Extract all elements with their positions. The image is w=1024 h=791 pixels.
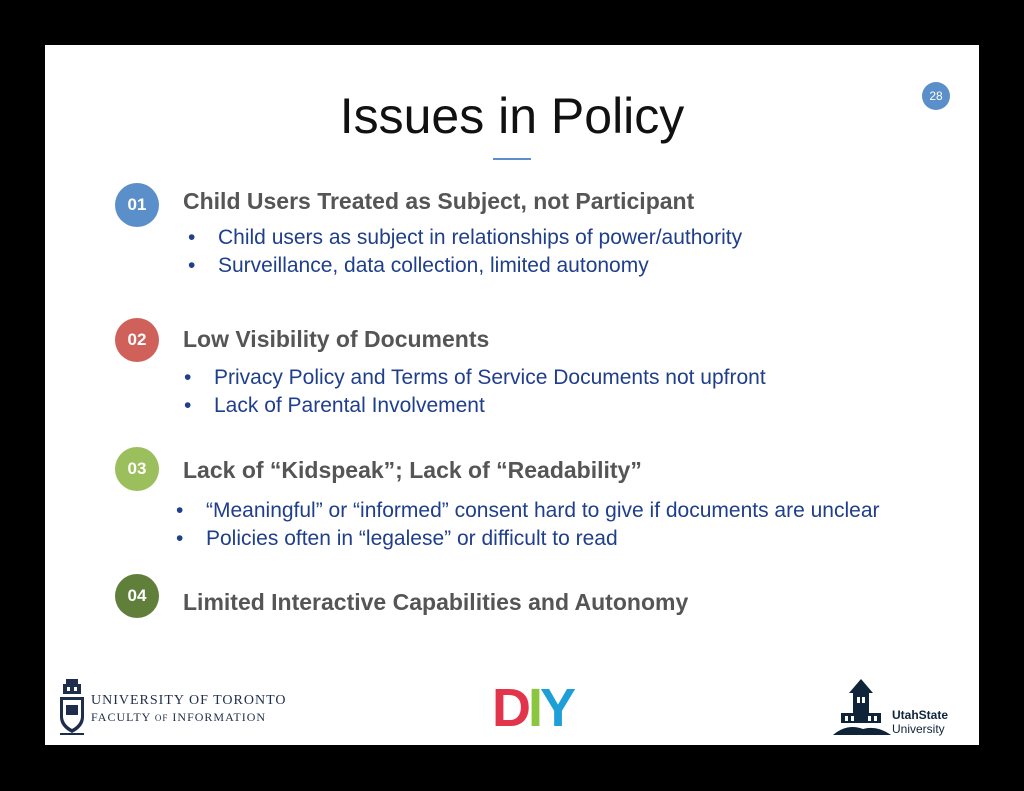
university-of-toronto-logo [55, 677, 295, 737]
section-heading: Lack of “Kidspeak”; Lack of “Readability” [183, 457, 642, 483]
page-number-badge: 28 [922, 82, 950, 110]
section-heading: Low Visibility of Documents [183, 326, 490, 352]
section-number-badge: 03 [115, 447, 159, 491]
bullet-list [184, 364, 766, 420]
uoft-faculty-info: INFORMATION [168, 710, 267, 724]
old-main-tower-icon [833, 679, 893, 735]
bullet-item: • Surveillance, data collection, limited autonomy [188, 252, 742, 280]
section-heading: Limited Interactive Capabilities and Autonomy [183, 589, 689, 615]
bullet-list [176, 497, 880, 553]
bullet-item: • Privacy Policy and Terms of Service Documents not upfront [184, 364, 766, 392]
diy-letter-y: Y [540, 678, 574, 738]
bullet-item: • Policies often in “legalese” or difficult to read [176, 525, 880, 553]
uoft-name: UNIVERSITY OF TORONTO [91, 693, 287, 708]
uoft-faculty-of: OF [154, 713, 169, 723]
slide [45, 45, 979, 745]
diy-letter-i: I [528, 678, 541, 738]
bullet-item: • “Meaningful” or “informed” consent hard to give if documents are unclear [176, 497, 880, 525]
uoft-faculty-word: FACULTY [91, 710, 155, 724]
slide-title: Issues in Policy [339, 88, 685, 144]
section-heading: Child Users Treated as Subject, not Participant [183, 188, 695, 214]
section-number-badge: 04 [115, 574, 159, 618]
usu-name: UtahState [892, 708, 949, 722]
diy-letter-d: D [492, 678, 528, 738]
uoft-crest-icon [59, 679, 85, 737]
diy-logo [492, 678, 574, 738]
bullet-item: • Lack of Parental Involvement [184, 392, 766, 420]
utah-state-university-logo [833, 677, 973, 737]
bullet-list [188, 224, 742, 280]
section-number-badge: 02 [115, 318, 159, 362]
section-number-badge: 01 [115, 183, 159, 227]
bullet-item: • Child users as subject in relationships of power/authority [188, 224, 742, 252]
usu-university: University [892, 722, 945, 736]
title-underline [493, 158, 531, 160]
uoft-faculty [91, 710, 266, 725]
